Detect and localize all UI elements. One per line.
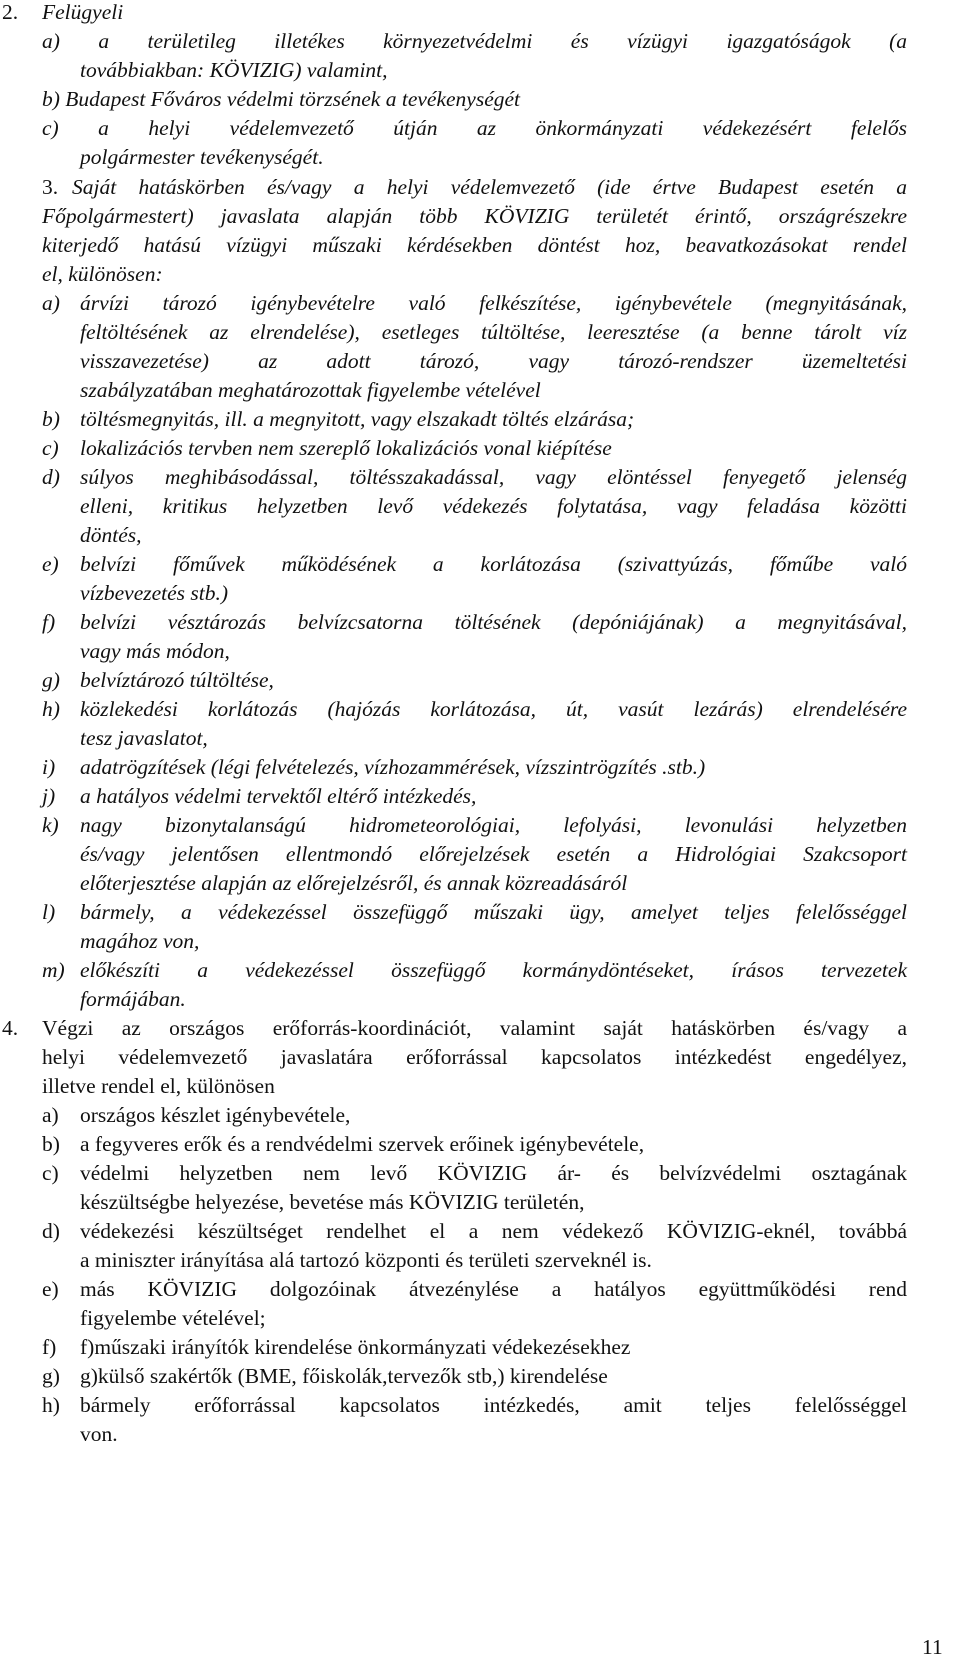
list-item-line: védelmi helyzetben nem levő KÖVIZIG ár- és belvízvédelmi osztagának	[80, 1161, 907, 1185]
list-item-line: belvíztározó túltöltése,	[80, 668, 274, 692]
list-item-line: magához von,	[80, 929, 200, 953]
text-line: Főpolgármestert) javaslata alapján több KÖVIZIG területét érintő, országrészekre	[42, 204, 907, 228]
list-label: b)	[42, 407, 60, 431]
list-label: e)	[42, 552, 59, 576]
list-item-line: lokalizációs tervben nem szereplő lokalizációs vonal kiépítése	[80, 436, 612, 460]
list-label: h)	[42, 1393, 60, 1417]
list-item-line: adatrögzítések (légi felvételezés, vízhozammérések, vízszintrögzítés .stb.)	[80, 755, 706, 779]
list-item-line: közlekedési korlátozás (hajózás korlátozása, út, vasút lezárás) elrendelésére	[80, 697, 907, 721]
list-item-line: feltöltésének az elrendelése), esetleges túltöltése, leeresztése (a benne tárolt víz	[80, 320, 907, 344]
list-item-line: készültségbe helyezése, bevetése más KÖVIZIG területén,	[80, 1190, 585, 1214]
list-item-line: g)külső szakértők (BME, főiskolák,tervezők stb,) kirendelése	[80, 1364, 608, 1388]
list-label: c)	[42, 436, 59, 460]
text-line: el, különösen:	[42, 262, 163, 286]
list-item-line: belvízi főművek működésének a korlátozása (szivattyúzás, főműbe való	[80, 552, 907, 576]
text-line: a) a területileg illetékes környezetvédelmi és vízügyi igazgatóságok (a	[42, 29, 907, 53]
list-item-line: és/vagy jelentősen ellentmondó előrejelzések esetén a Hidrológiai Szakcsoport	[80, 842, 907, 866]
list-label: h)	[42, 697, 60, 721]
list-item-line: f)műszaki irányítók kirendelése önkormányzati védekezésekhez	[80, 1335, 631, 1359]
list-label: g)	[42, 1364, 60, 1388]
section-number: 3.	[42, 175, 59, 199]
list-label: k)	[42, 813, 59, 837]
list-item-line: nagy bizonytalanságú hidrometeorológiai, lefolyási, levonulási helyzetben	[80, 813, 907, 837]
list-item-line: védekezési készültséget rendelhet el a nem védekező KÖVIZIG-eknél, továbbá	[80, 1219, 907, 1243]
list-item-line: formájában.	[80, 987, 186, 1011]
list-label: b)	[42, 1132, 60, 1156]
list-item-line: előkészíti a védekezéssel összefüggő kormánydöntéseket, írásos tervezetek	[80, 958, 907, 982]
list-label: d)	[42, 1219, 60, 1243]
list-item-line: von.	[80, 1422, 118, 1446]
text-line: kiterjedő hatású vízügyi műszaki kérdésekben döntést hoz, beavatkozásokat rendel	[42, 233, 907, 257]
list-item-line: bármely erőforrással kapcsolatos intézkedés, amit teljes felelősséggel	[80, 1393, 907, 1417]
list-item-line: figyelembe vételével;	[80, 1306, 266, 1330]
list-item-line: a hatályos védelmi tervektől eltérő intézkedés,	[80, 784, 477, 808]
section-heading: Felügyeli	[42, 0, 124, 24]
text-line: továbbiakban: KÖVIZIG) valamint,	[80, 58, 388, 82]
list-item-line: árvízi tározó igénybevételre való felkészítése, igénybevétele (megnyitásának,	[80, 291, 907, 315]
list-item-line: bármely, a védekezéssel összefüggő műszaki ügy, amelyet teljes felelősséggel	[80, 900, 907, 924]
section-number: 2.	[2, 0, 19, 24]
list-item-line: más KÖVIZIG dolgozóinak átvezénylése a hatályos együttműködési rend	[80, 1277, 907, 1301]
page-number: 11	[922, 1635, 943, 1659]
list-item-line: töltésmegnyitás, ill. a megnyitott, vagy elszakadt töltés elzárása;	[80, 407, 635, 431]
list-item-line: belvízi vésztározás belvízcsatorna töltésének (depóniájának) a megnyitásával,	[80, 610, 907, 634]
list-label: j)	[42, 784, 56, 808]
list-item-line: előterjesztése alapján az előrejelzésről, és annak közreadásáról	[80, 871, 628, 895]
list-item-line: súlyos meghibásodással, töltésszakadással, vagy elöntéssel fenyegető jelenség	[80, 465, 907, 489]
text-line: polgármester tevékenységét.	[80, 145, 324, 169]
text-line: Végzi az országos erőforrás-koordinációt, valamint saját hatáskörben és/vagy a	[42, 1016, 907, 1040]
list-label: e)	[42, 1277, 59, 1301]
list-item-line: országos készlet igénybevétele,	[80, 1103, 351, 1127]
list-label: a)	[42, 1103, 59, 1127]
text-line: Saját hatáskörben és/vagy a helyi védelemvezető (ide értve Budapest esetén a	[72, 175, 907, 199]
list-item-line: vagy más módon,	[80, 639, 230, 663]
text-line: illetve rendel el, különösen	[42, 1074, 275, 1098]
list-label: f)	[42, 610, 56, 634]
list-label: f)	[42, 1335, 57, 1359]
list-item-line: visszavezetése) az adott tározó, vagy tározó-rendszer üzemeltetési	[80, 349, 907, 373]
text-line: helyi védelemvezető javaslatára erőforrással kapcsolatos intézkedést engedélyez,	[42, 1045, 907, 1069]
list-item-line: a fegyveres erők és a rendvédelmi szervek erőinek igénybevétele,	[80, 1132, 645, 1156]
list-label: l)	[42, 900, 56, 924]
list-label: i)	[42, 755, 56, 779]
list-label: c)	[42, 1161, 59, 1185]
text-line: c) a helyi védelemvezető útján az önkormányzati védekezésért felelős	[42, 116, 907, 140]
list-item-line: döntés,	[80, 523, 142, 547]
list-item-line: szabályzatában meghatározottak figyelembe vételével	[80, 378, 541, 402]
list-item-line: a miniszter irányítása alá tartozó központi és területi szerveknél is.	[80, 1248, 652, 1272]
list-label: g)	[42, 668, 60, 692]
list-item-line: tesz javaslatot,	[80, 726, 208, 750]
list-item-line: vízbevezetés stb.)	[80, 581, 229, 605]
section-number: 4.	[2, 1016, 19, 1040]
list-item-line: elleni, kritikus helyzetben levő védekezés folytatása, vagy feladása közötti	[80, 494, 907, 518]
list-label: a)	[42, 291, 60, 315]
text-line: b) Budapest Főváros védelmi törzsének a tevékenységét	[42, 87, 520, 111]
list-label: m)	[42, 958, 65, 982]
list-label: d)	[42, 465, 60, 489]
